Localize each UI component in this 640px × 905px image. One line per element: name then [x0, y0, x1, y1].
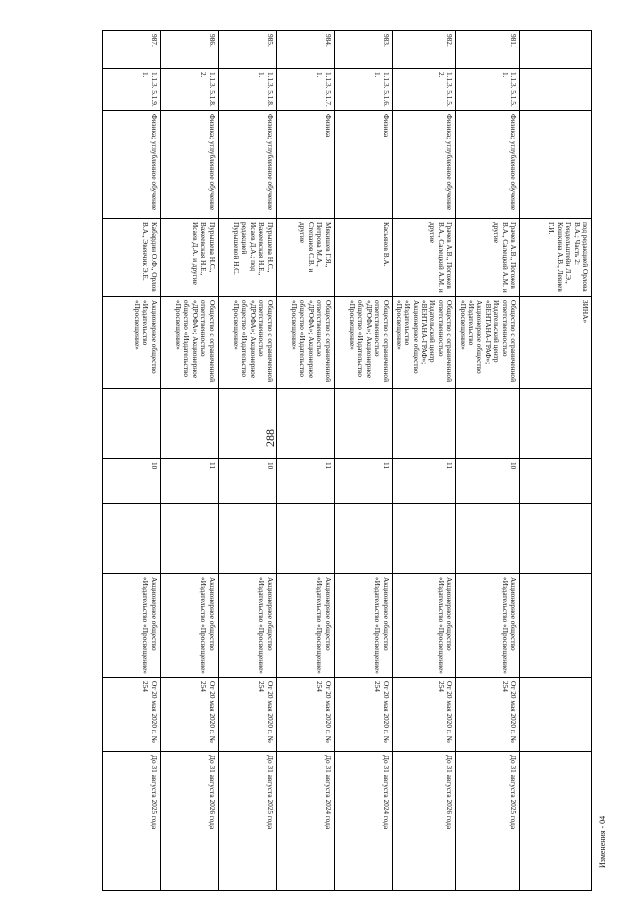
cont-publisher-cell: ЗИНА»: [520, 297, 592, 389]
row-number-cell: 987.: [102, 31, 160, 69]
row-title-cell: Физика; углубленное обучение: [160, 111, 218, 219]
row-number-cell: 983.: [334, 31, 392, 69]
row-blank-cell: [102, 504, 160, 574]
row-code-cell: 1.1.3. 5.1.8. 1.: [218, 69, 276, 111]
row-title-cell: Физика; углубленное обучение: [102, 111, 160, 219]
row-blank-cell: [276, 389, 334, 459]
row-number-cell: 981.: [456, 31, 520, 69]
row-order-cell: От 20 мая 2020 г. № 254: [160, 678, 218, 752]
textbook-register-table: [102, 30, 592, 891]
row-publisher-cell: Общество с ограниченной ответственностью «ДРОФА»; Акционерное общество «Издательство «Просвещение»: [218, 297, 276, 389]
row-publisher-cell: Общество с ограниченной ответственностью «ДРОФА»; Акционерное общество «Издательство «Просвещение»: [160, 297, 218, 389]
row-blank-cell: [334, 389, 392, 459]
row-number-cell: 985.: [218, 31, 276, 69]
row-term-cell: До 31 августа 2026 года: [392, 752, 456, 891]
row-authors-cell: Пурышева Н.С., Важеевская Н.Е., Исаев Д.А.; под редакцией Пурышевой Н.С.: [218, 219, 276, 297]
row-publisher-cell: Общество с ограниченной ответственностью Издательский центр «ВЕНТАНА-ГРАФ»; Акционерное общество «Издательство «Просвещение»: [456, 297, 520, 389]
cont-no-cell: [520, 31, 592, 69]
row-grade-cell: 11: [276, 459, 334, 504]
row-number-cell: 982.: [392, 31, 456, 69]
row-code-cell: 1.1.3. 5.1.6. 1.: [334, 69, 392, 111]
row-term-cell: До 31 августа 2026 года: [160, 752, 218, 891]
row-blank-cell: [392, 504, 456, 574]
row-blank-cell: [456, 389, 520, 459]
row-grade-cell: 10: [218, 459, 276, 504]
cont-blank2-cell: [520, 504, 592, 574]
cont-title-cell: [520, 111, 592, 219]
row-term-cell: До 31 августа 2024 года: [334, 752, 392, 891]
row-blank-cell: [102, 389, 160, 459]
row-grade-cell: 11: [334, 459, 392, 504]
row-blank-cell: [392, 389, 456, 459]
row-order-cell: От 20 мая 2020 г. № 254: [276, 678, 334, 752]
table-row: [392, 31, 456, 891]
row-blank-cell: [334, 504, 392, 574]
row-org-cell: Акционерное общество «Издательство «Просвещение»: [218, 574, 276, 678]
table-row: [160, 31, 218, 891]
row-org-cell: Акционерное общество «Издательство «Просвещение»: [334, 574, 392, 678]
row-blank-cell: [218, 504, 276, 574]
row-blank-cell: [456, 504, 520, 574]
row-blank-cell: [160, 389, 218, 459]
cont-code-cell: [520, 69, 592, 111]
cont-authors-cell: под редакцией Орлова В.А.; Часть 2: Гендельштейн Л.Э., Кошкина А.В., Левиев Г.И.: [520, 219, 592, 297]
row-code-cell: 1.1.3. 5.1.9. 1.: [102, 69, 160, 111]
row-order-cell: От 20 мая 2020 г. № 254: [102, 678, 160, 752]
row-blank-cell: [276, 504, 334, 574]
row-grade-cell: 11: [160, 459, 218, 504]
table-row: [334, 31, 392, 891]
row-code-cell: 1.1.3. 5.1.5. 1.: [456, 69, 520, 111]
row-order-cell: От 20 мая 2020 г. № 254: [456, 678, 520, 752]
row-title-cell: Физика; углубленное обучение: [218, 111, 276, 219]
row-term-cell: До 31 августа 2025 года: [102, 752, 160, 891]
cont-term-cell: [520, 752, 592, 891]
table-row: [276, 31, 334, 891]
row-authors-cell: Пурышева Н.С., Важеевская Н.Е., Исаев Д.А. и другие: [160, 219, 218, 297]
row-publisher-cell: Общество с ограниченной ответственностью Издательский центр «ВЕНТАНА-ГРАФ»; Акционерное общество «Издательство «Просвещение»: [392, 297, 456, 389]
row-order-cell: От 20 мая 2020 г. № 254: [392, 678, 456, 752]
row-title-cell: Физика: [334, 111, 392, 219]
footer-note: Изменения - 04: [598, 815, 607, 868]
row-publisher-cell: Общество с ограниченной ответственностью «ДРОФА»; Акционерное общество «Издательство «Просвещение»: [276, 297, 334, 389]
row-org-cell: Акционерное общество «Издательство «Просвещение»: [392, 574, 456, 678]
row-grade-cell: 10: [102, 459, 160, 504]
cont-order-cell: [520, 678, 592, 752]
rotated-table-container: [112, 30, 592, 890]
cont-org-cell: [520, 574, 592, 678]
row-authors-cell: Касьянов В.А.: [334, 219, 392, 297]
row-title-cell: Физика; углубленное обучение: [456, 111, 520, 219]
row-publisher-cell: Акционерное общество «Издательство «Просвещение»: [102, 297, 160, 389]
row-code-cell: 1.1.3. 5.1.8. 2.: [160, 69, 218, 111]
row-number-cell: 984.: [276, 31, 334, 69]
row-term-cell: До 31 августа 2025 года: [218, 752, 276, 891]
page-number: 288: [263, 429, 277, 447]
row-org-cell: Акционерное общество «Издательство «Просвещение»: [160, 574, 218, 678]
row-authors-cell: Грачев А.В., Погожев В.А., Салецкий А.М. и другие: [456, 219, 520, 297]
row-authors-cell: Кабардин О.Ф., Орлов В.А., Эвенчик Э.Е.: [102, 219, 160, 297]
row-order-cell: От 20 мая 2020 г. № 254: [334, 678, 392, 752]
table-row: [218, 31, 276, 891]
row-term-cell: До 31 августа 2025 года: [456, 752, 520, 891]
cont-grade-cell: [520, 459, 592, 504]
row-grade-cell: 10: [456, 459, 520, 504]
row-publisher-cell: Общество с ограниченной ответственностью «ДРОФА»; Акционерное общество «Издательство «Просвещение»: [334, 297, 392, 389]
cont-blank1-cell: [520, 389, 592, 459]
row-title-cell: Физика: [276, 111, 334, 219]
row-title-cell: Физика; углубленное обучение: [392, 111, 456, 219]
row-code-cell: 1.1.3. 5.1.5. 2.: [392, 69, 456, 111]
row-blank-cell: [160, 504, 218, 574]
row-org-cell: Акционерное общество «Издательство «Просвещение»: [456, 574, 520, 678]
table-row: [102, 31, 160, 891]
table-row: [456, 31, 520, 891]
row-order-cell: От 20 мая 2020 г. № 254: [218, 678, 276, 752]
row-authors-cell: Грачев А.В., Погожев В.А., Салецкий А.М. и другие: [392, 219, 456, 297]
row-number-cell: 986.: [160, 31, 218, 69]
row-term-cell: До 31 августа 2024 года: [276, 752, 334, 891]
row-org-cell: Акционерное общество «Издательство «Просвещение»: [276, 574, 334, 678]
row-code-cell: 1.1.3. 5.1.7. 1.: [276, 69, 334, 111]
continuation-row: [520, 31, 592, 891]
row-authors-cell: Мякишев Г.Я., Петрова М.А., Степанов С.В. и другие: [276, 219, 334, 297]
row-blank-cell: [218, 389, 276, 459]
row-grade-cell: 11: [392, 459, 456, 504]
row-org-cell: Акционерное общество «Издательство «Просвещение»: [102, 574, 160, 678]
